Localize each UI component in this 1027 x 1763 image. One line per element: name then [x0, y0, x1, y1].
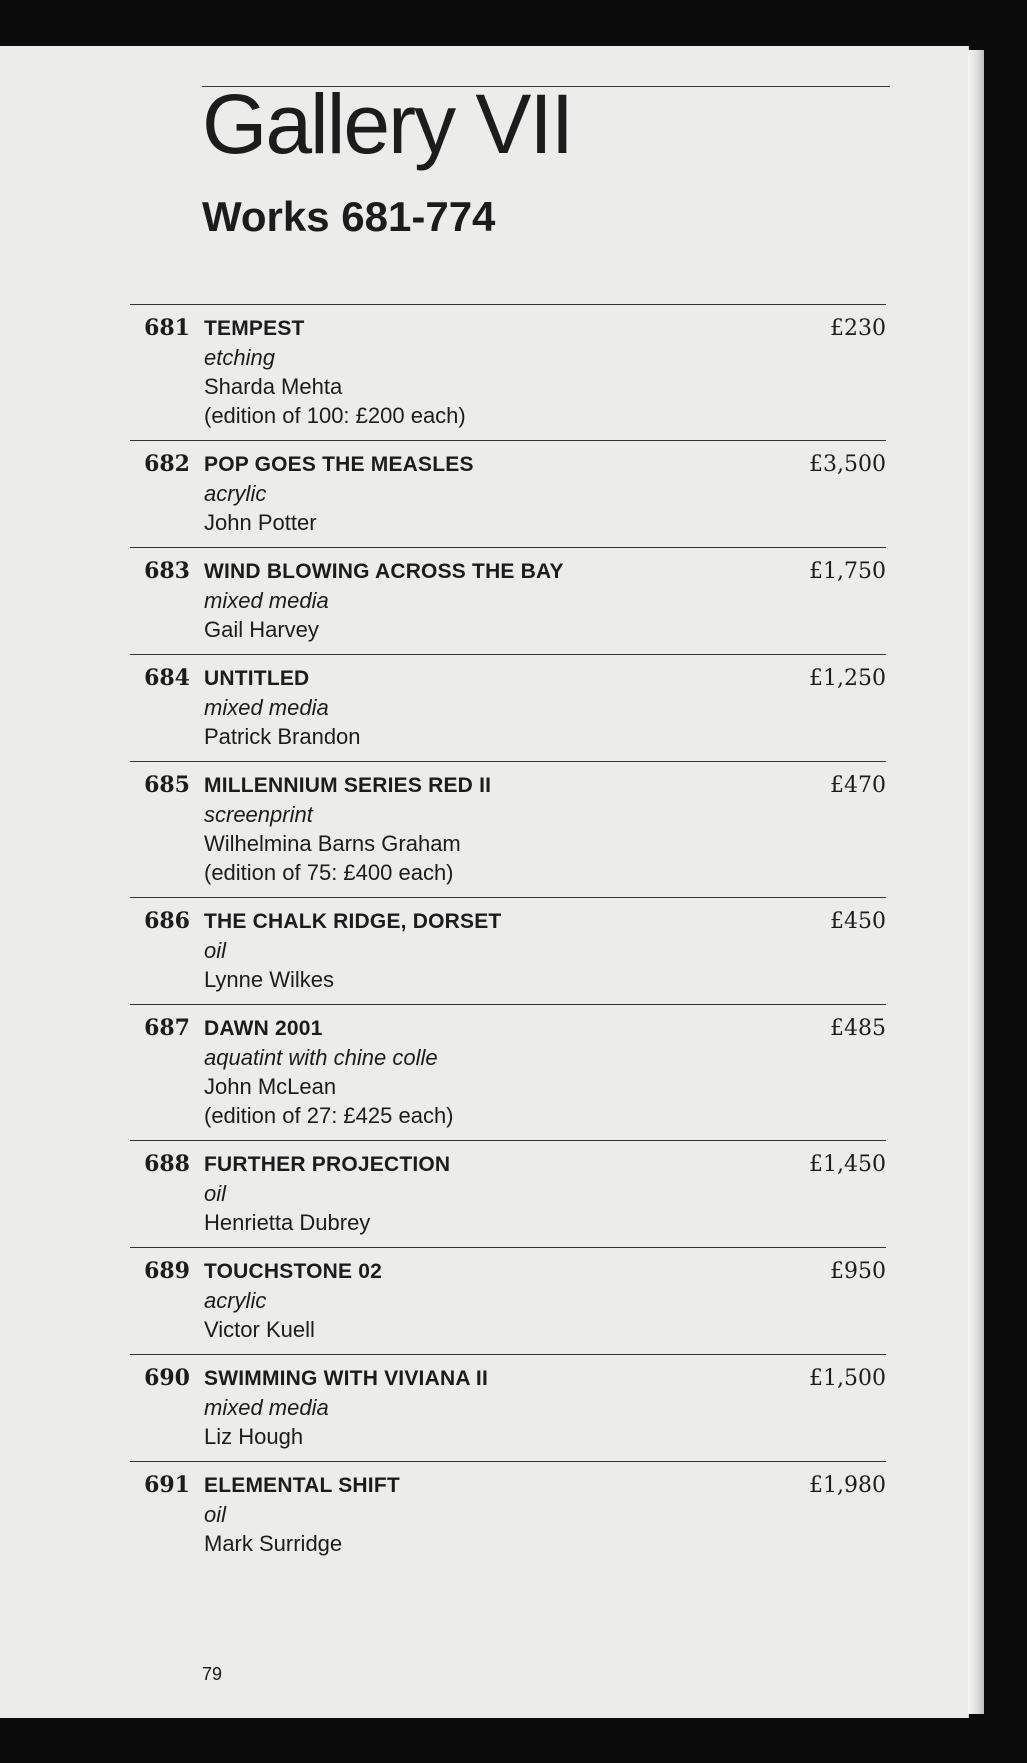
- entry-number: 681: [144, 315, 190, 341]
- entry-medium: acrylic: [204, 481, 267, 506]
- entry-number: 689: [144, 1258, 190, 1284]
- entry-artist: John Potter: [204, 510, 317, 535]
- catalogue-entry: [130, 654, 886, 761]
- entry-artist: Patrick Brandon: [204, 724, 361, 749]
- entry-price: £450: [830, 909, 886, 934]
- catalogue-entry: [130, 897, 886, 1004]
- entry-medium: oil: [204, 938, 227, 963]
- entry-medium: etching: [204, 345, 275, 370]
- entry-edition: (edition of 100: £200 each): [204, 403, 466, 428]
- entry-edition: (edition of 75: £400 each): [204, 860, 454, 885]
- page-title: Gallery VII: [202, 77, 573, 171]
- catalogue-entry: [130, 1004, 886, 1140]
- catalogue-entry: [130, 304, 886, 440]
- entry-artist: Lynne Wilkes: [204, 967, 335, 992]
- catalogue-entry: [130, 440, 886, 547]
- page-subtitle: Works 681-774: [202, 193, 496, 240]
- entry-number: 686: [144, 908, 190, 934]
- catalogue-entry: [130, 1461, 886, 1568]
- entry-title: THE CHALK RIDGE, DORSET: [204, 910, 502, 933]
- entry-artist: Mark Surridge: [204, 1531, 343, 1556]
- entry-medium: oil: [204, 1502, 227, 1527]
- entry-title: FURTHER PROJECTION: [204, 1153, 451, 1176]
- catalogue-entry: [130, 1247, 886, 1354]
- entry-artist: Henrietta Dubrey: [204, 1210, 371, 1235]
- entry-price: £230: [830, 316, 886, 341]
- entry-title: WIND BLOWING ACROSS THE BAY: [204, 560, 564, 583]
- entry-artist: Victor Kuell: [204, 1317, 315, 1342]
- entry-title: TEMPEST: [204, 317, 305, 340]
- entry-title: DAWN 2001: [204, 1017, 323, 1040]
- entry-artist: Sharda Mehta: [204, 374, 343, 399]
- entry-number: 682: [144, 451, 190, 477]
- entry-price: £1,500: [809, 1366, 886, 1391]
- entry-title: TOUCHSTONE 02: [204, 1260, 383, 1283]
- entry-medium: oil: [204, 1181, 227, 1206]
- entry-medium: acrylic: [204, 1288, 267, 1313]
- entry-number: 687: [144, 1015, 190, 1041]
- entry-edition: (edition of 27: £425 each): [204, 1103, 454, 1128]
- page-number: 79: [202, 1664, 223, 1684]
- entry-artist: John McLean: [204, 1074, 337, 1099]
- catalogue-list: [130, 304, 886, 1568]
- entry-price: £950: [830, 1259, 886, 1284]
- entry-title: POP GOES THE MEASLES: [204, 453, 474, 476]
- catalogue-page: [0, 46, 969, 1718]
- page-edge: [968, 50, 984, 1714]
- catalogue-entry: [130, 761, 886, 897]
- catalogue-entry: [130, 1354, 886, 1461]
- entry-number: 690: [144, 1365, 190, 1391]
- entry-medium: mixed media: [204, 1395, 329, 1420]
- entry-title: MILLENNIUM SERIES RED II: [204, 774, 492, 797]
- entry-price: £3,500: [809, 452, 886, 477]
- entry-medium: mixed media: [204, 695, 329, 720]
- entry-medium: aquatint with chine colle: [204, 1045, 438, 1070]
- entry-title: SWIMMING WITH VIVIANA II: [204, 1367, 489, 1390]
- entry-number: 684: [144, 665, 190, 691]
- catalogue-entry: [130, 547, 886, 654]
- entry-artist: Gail Harvey: [204, 617, 319, 642]
- entry-number: 691: [144, 1472, 190, 1498]
- entry-price: £485: [830, 1016, 886, 1041]
- entry-title: UNTITLED: [204, 667, 310, 690]
- entry-price: £470: [830, 773, 886, 798]
- entry-number: 685: [144, 772, 190, 798]
- entry-price: £1,750: [809, 559, 886, 584]
- entry-title: ELEMENTAL SHIFT: [204, 1474, 400, 1497]
- entry-number: 683: [144, 558, 190, 584]
- entry-artist: Liz Hough: [204, 1424, 304, 1449]
- entry-medium: mixed media: [204, 588, 329, 613]
- entry-price: £1,980: [809, 1473, 886, 1498]
- entry-artist: Wilhelmina Barns Graham: [204, 831, 461, 856]
- entry-medium: screenprint: [204, 802, 313, 827]
- entry-price: £1,250: [809, 666, 886, 691]
- entry-number: 688: [144, 1151, 190, 1177]
- entry-price: £1,450: [809, 1152, 886, 1177]
- catalogue-entry: [130, 1140, 886, 1247]
